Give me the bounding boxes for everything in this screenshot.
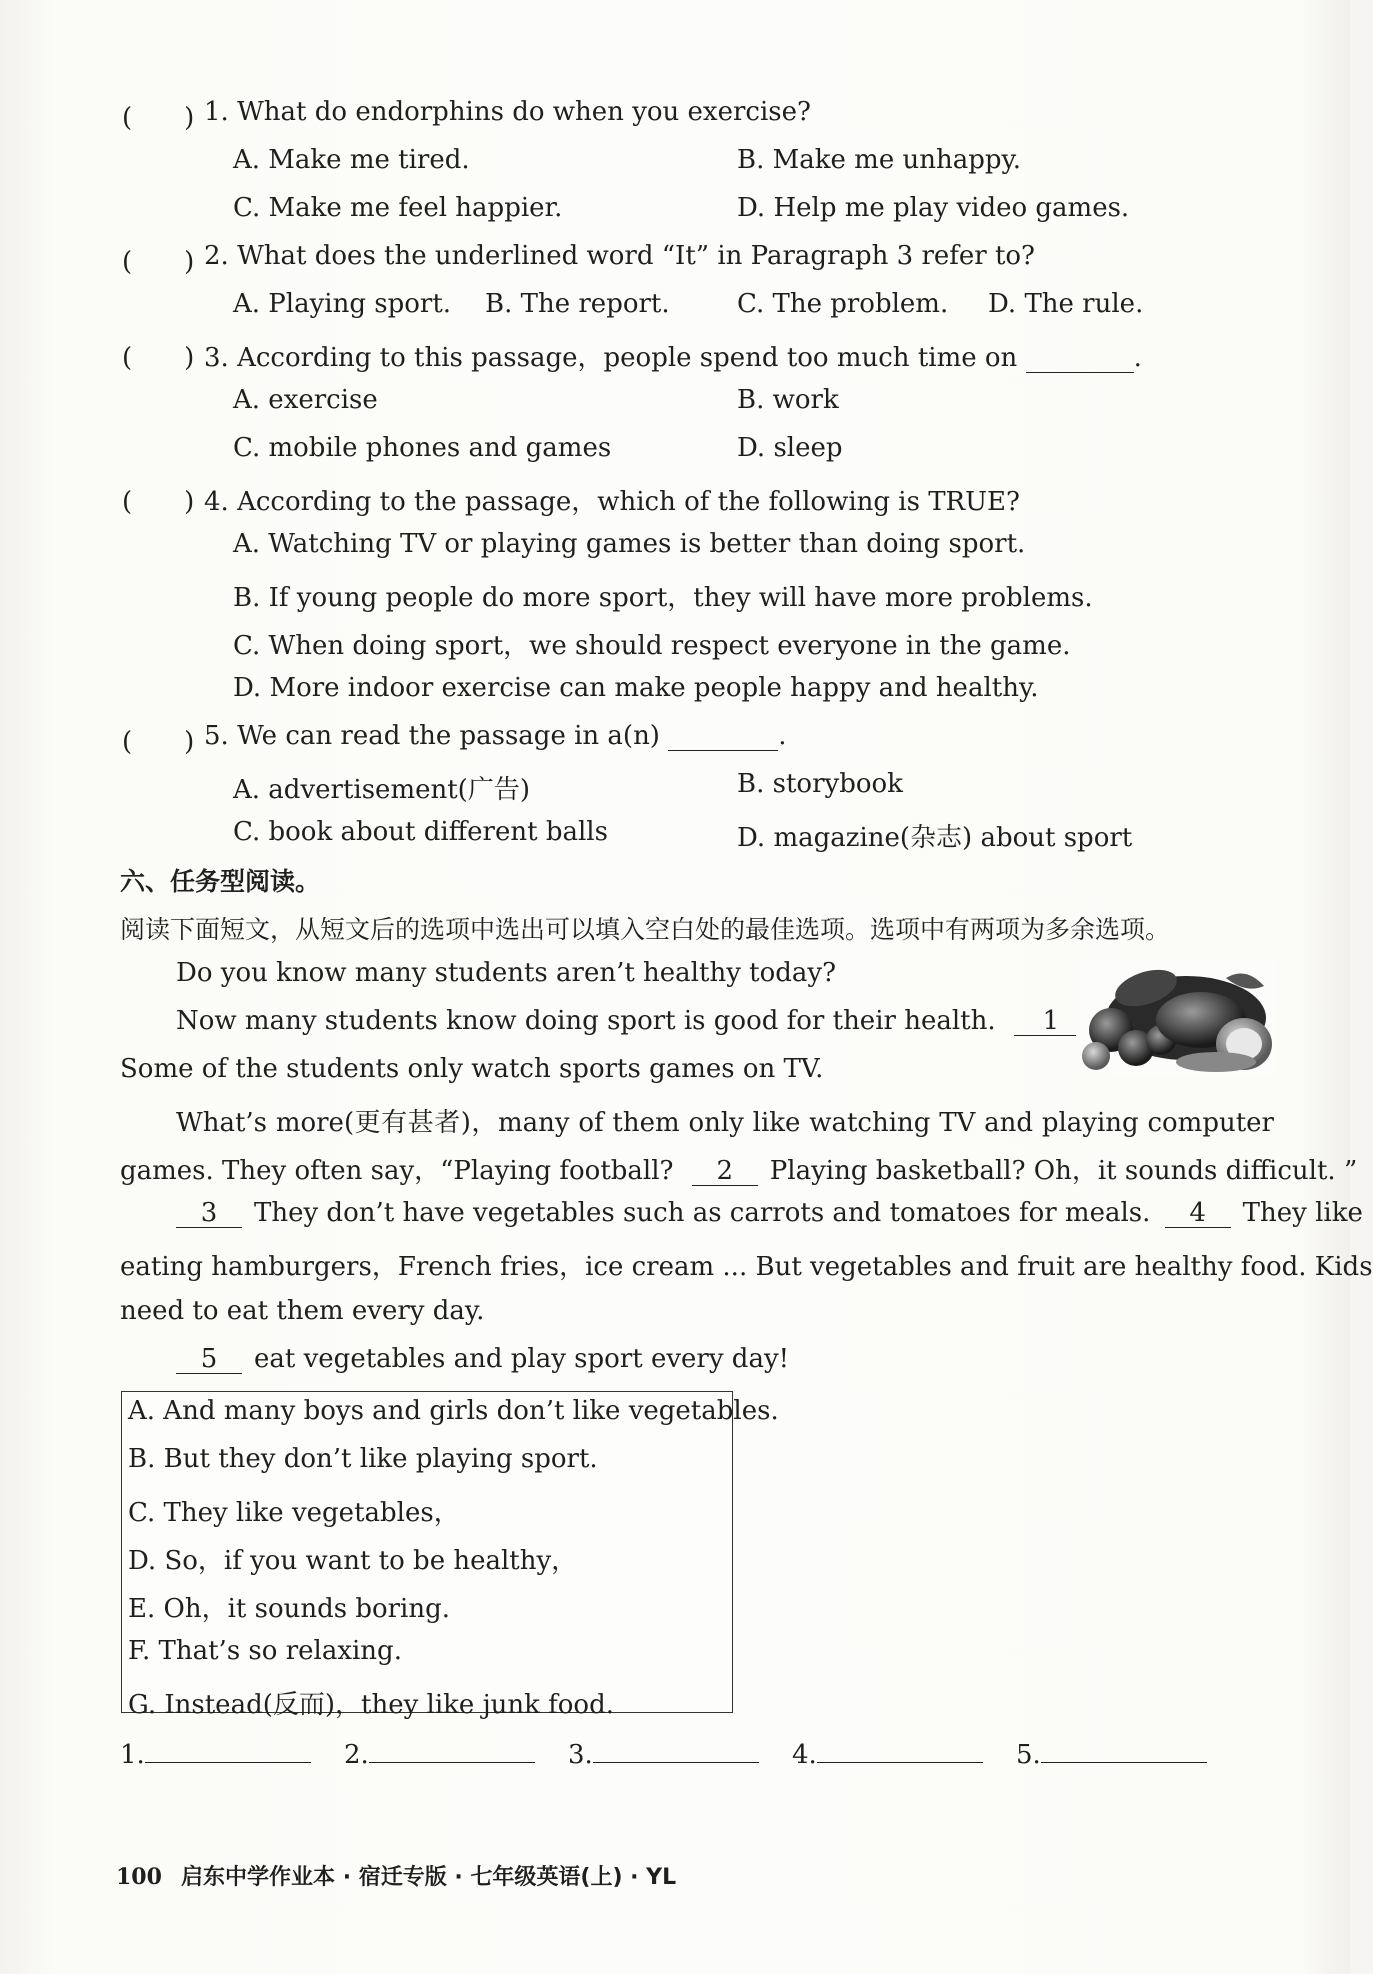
answer-line-4: [792, 1736, 983, 1770]
passage-line-5: [120, 1150, 1357, 1187]
q4-option-a: A. Watching TV or playing games is better than doing sport.: [233, 529, 1026, 559]
q3-option-a: A. exercise: [233, 385, 378, 415]
q2-option-b: B. The report.: [485, 289, 670, 319]
box-option-d: D. So，if you want to be healthy，: [128, 1546, 578, 1576]
answer-label-3: 3.: [568, 1740, 593, 1770]
passage-blank-1[interactable]: 1: [1014, 1008, 1088, 1036]
q5-option-b: B. storybook: [737, 769, 903, 799]
q5-option-a: A. advertisement(广告): [233, 775, 530, 805]
box-option-b: B. But they don’t like playing sport.: [128, 1444, 598, 1474]
q5-option-d: D. magazine(杂志) about sport: [737, 823, 1133, 853]
box-option-a: A. And many boys and girls don’t like vegetables.: [128, 1396, 779, 1426]
q3-stem-end: .: [1133, 343, 1142, 373]
question-2-stem: 2. What does the underlined word “It” in Paragraph 3 refer to?: [204, 241, 1035, 271]
box-option-f: F. That’s so relaxing.: [128, 1636, 402, 1666]
answer-line-3: [568, 1736, 759, 1770]
q1-option-c: C. Make me feel happier.: [233, 193, 563, 223]
q1-option-b: B. Make me unhappy.: [737, 145, 1021, 175]
passage-blank-3[interactable]: 3: [176, 1200, 242, 1228]
passage-text-5b: Playing basketball? Oh，it sounds difficult. ”: [769, 1156, 1358, 1186]
q2-option-a: A. Playing sport.: [233, 289, 452, 319]
passage-line-9: [176, 1344, 789, 1374]
passage-line-8: need to eat them every day.: [120, 1296, 485, 1326]
q3-stem-text: 3. According to this passage，people spend too much time on: [204, 343, 1018, 373]
answer-label-5: 5.: [1016, 1740, 1041, 1770]
passage-blank-2[interactable]: 2: [692, 1158, 758, 1186]
box-option-c: C. They like vegetables，: [128, 1498, 460, 1528]
q1-option-d: D. Help me play video games.: [737, 193, 1130, 223]
passage-text-5a: games. They often say，“Playing football?: [120, 1156, 674, 1186]
footer: [116, 1860, 676, 1891]
passage-line-3: Some of the students only watch sports games on TV.: [120, 1054, 824, 1084]
q3-option-c: C. mobile phones and games: [233, 433, 612, 463]
passage-text-6b: They like: [1242, 1198, 1363, 1228]
answer-blank-3[interactable]: [593, 1736, 759, 1763]
passage-line-6: [176, 1198, 1363, 1228]
passage-text-2a: Now many students know doing sport is good for their health.: [176, 1006, 996, 1036]
question-4-stem: 4. According to the passage，which of the following is TRUE?: [204, 487, 1020, 517]
question-5-stem: [204, 721, 786, 751]
box-option-g: G. Instead(反而)，they like junk food.: [128, 1690, 614, 1720]
answer-blank-5[interactable]: [1041, 1736, 1207, 1763]
q5-stem-text: 5. We can read the passage in a(n): [204, 721, 660, 751]
box-option-e: E. Oh，it sounds boring.: [128, 1594, 451, 1624]
answer-paren-2[interactable]: ( ): [122, 247, 195, 277]
passage-text-6a: They don’t have vegetables such as carrots and tomatoes for meals.: [254, 1198, 1151, 1228]
question-1-stem: 1. What do endorphins do when you exercise?: [204, 97, 811, 127]
answer-blank-1[interactable]: [145, 1736, 311, 1763]
q5-blank[interactable]: [668, 723, 778, 751]
q1-option-a: A. Make me tired.: [233, 145, 470, 175]
question-3-stem: [204, 337, 1142, 374]
options-box: [121, 1391, 779, 1720]
q3-option-d: D. sleep: [737, 433, 843, 463]
q2-option-d: D. The rule.: [988, 289, 1144, 319]
q2-option-c: C. The problem.: [737, 289, 949, 319]
passage-text-9: eat vegetables and play sport every day!: [254, 1344, 790, 1374]
passage-blank-5[interactable]: 5: [176, 1346, 242, 1374]
answer-paren-5[interactable]: ( ): [122, 727, 195, 757]
q4-option-c: C. When doing sport，we should respect everyone in the game.: [233, 631, 1071, 661]
answer-label-1: 1.: [120, 1740, 145, 1770]
answer-paren-4[interactable]: ( ): [122, 487, 195, 517]
answer-line-2: [344, 1736, 535, 1770]
vegetables-photo: [1076, 958, 1274, 1076]
q4-option-b: B. If young people do more sport，they will have more problems.: [233, 583, 1093, 613]
answer-label-2: 2.: [344, 1740, 369, 1770]
footer-title: 启东中学作业本 · 宿迁专版 · 七年级英语(上) · YL: [181, 1865, 677, 1890]
passage-line-1: Do you know many students aren’t healthy today?: [176, 958, 837, 988]
q5-option-c: C. book about different balls: [233, 817, 608, 847]
passage-line-7: eating hamburgers，French fries，ice cream ... But vegetables and fruit are healthy food. Kids: [120, 1252, 1373, 1282]
answer-paren-1[interactable]: ( ): [122, 103, 195, 133]
answer-line-1: [120, 1736, 311, 1770]
answer-label-4: 4.: [792, 1740, 817, 1770]
q3-option-b: B. work: [737, 385, 839, 415]
q5-stem-end: .: [778, 721, 787, 751]
q3-blank[interactable]: [1026, 345, 1134, 373]
answer-blank-2[interactable]: [369, 1736, 535, 1763]
answer-paren-3[interactable]: ( ): [122, 343, 195, 373]
answer-line-5: [1016, 1736, 1207, 1770]
q4-option-d: D. More indoor exercise can make people happy and healthy.: [233, 673, 1039, 703]
passage-blank-4[interactable]: 4: [1165, 1200, 1231, 1228]
passage-line-4: What’s more(更有甚者)，many of them only like watching TV and playing computer: [176, 1108, 1274, 1138]
section-6-instruction: 阅读下面短文，从短文后的选项中选出可以填入空白处的最佳选项。选项中有两项为多余选项。: [120, 915, 1171, 944]
answer-blank-4[interactable]: [817, 1736, 983, 1763]
page-number: 100: [116, 1864, 162, 1890]
passage-line-2: [176, 1006, 1088, 1036]
section-6-title: 六、任务型阅读。: [120, 867, 321, 896]
